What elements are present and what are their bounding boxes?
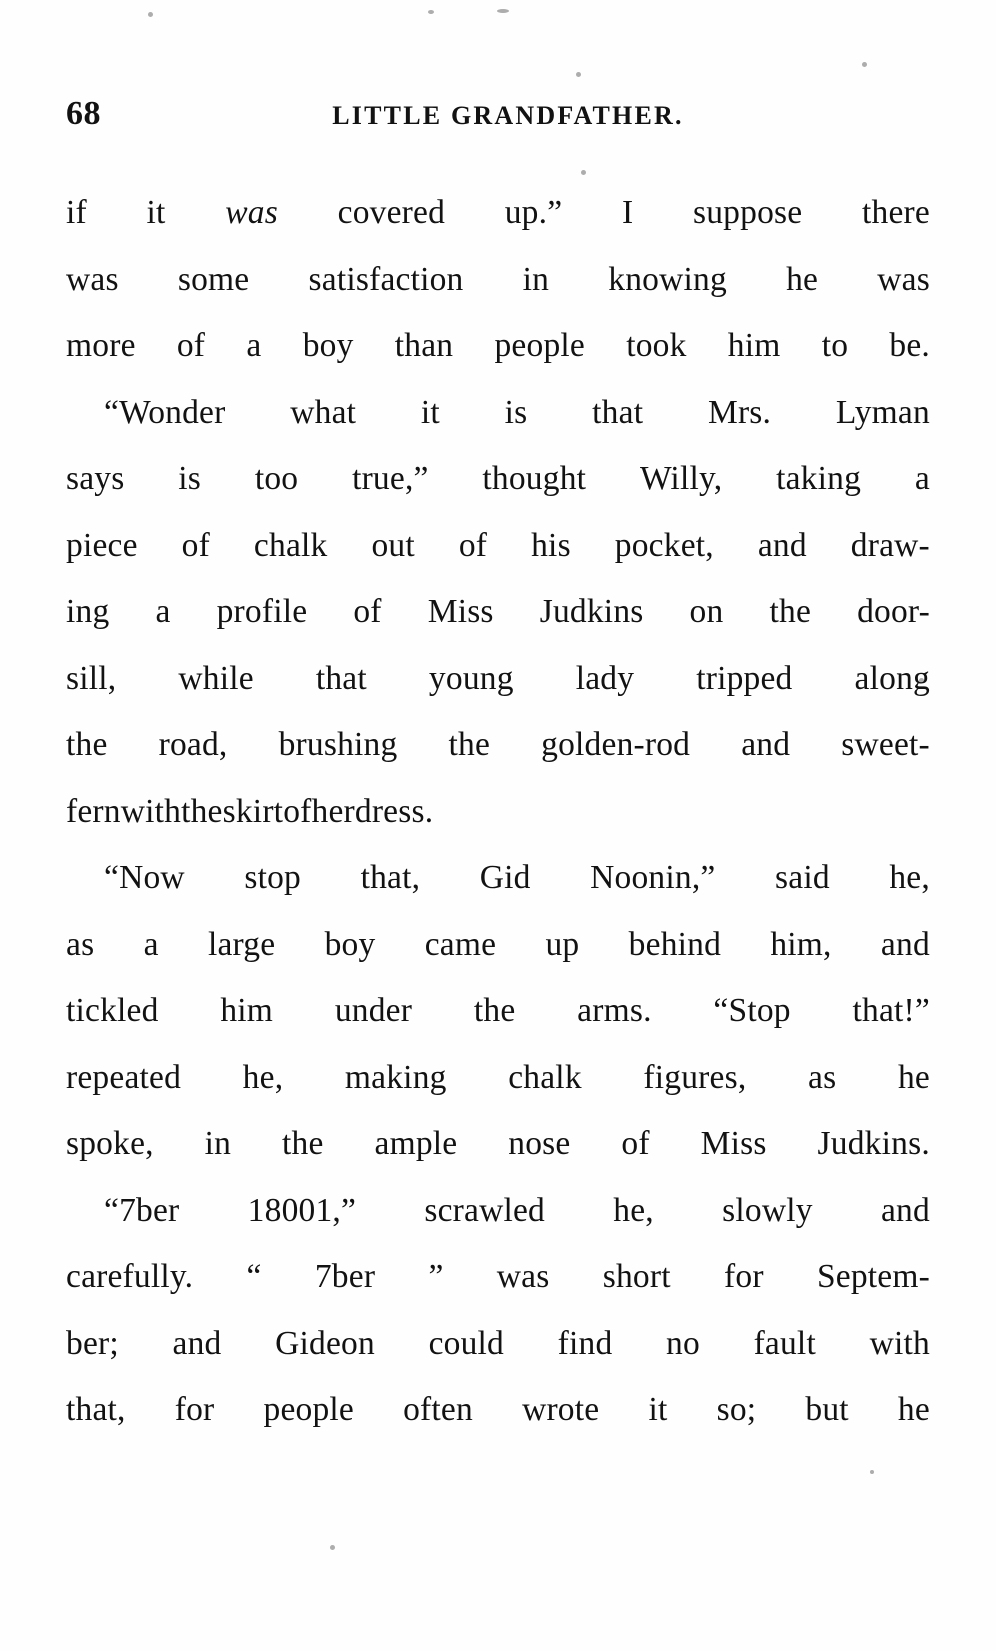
text-word: under (334, 992, 413, 1029)
text-word: but (805, 1391, 849, 1428)
text-word: of (353, 593, 382, 630)
text-word: chalk (508, 1058, 582, 1096)
text-word: took (626, 327, 687, 364)
text-word: thought (482, 460, 587, 497)
text-word: him, (770, 925, 832, 963)
text-word: lady (575, 659, 635, 697)
text-word: Judkins. (817, 1125, 930, 1162)
text-word: “Stop (713, 992, 791, 1029)
text-word: it (420, 393, 440, 431)
text-word: the (66, 726, 108, 763)
text-word: making (344, 1058, 447, 1096)
text-word: a (246, 327, 262, 364)
text-word: was (877, 260, 930, 298)
text-word: that (315, 659, 367, 697)
text-word: slowly (722, 1191, 813, 1229)
text-word: carefully. (66, 1258, 194, 1295)
text-line (66, 1111, 930, 1178)
text-word: Willy, (639, 460, 723, 497)
text-word: “7ber (104, 1191, 180, 1229)
text-word: taking (776, 460, 862, 497)
text-word: up.” (504, 194, 563, 231)
text-word: road, (158, 726, 228, 763)
text-line (66, 579, 930, 646)
text-word: with (869, 1324, 930, 1362)
text-word: his (531, 526, 571, 564)
text-word: be. (889, 327, 930, 364)
text-word: was (496, 1258, 550, 1295)
text-word: often (403, 1391, 473, 1428)
text-word: of (176, 327, 206, 364)
text-word: Gideon (275, 1324, 375, 1362)
text-word: while (178, 659, 254, 697)
text-word: too (254, 460, 299, 497)
text-word: no (666, 1324, 700, 1362)
text-word: wrote (522, 1391, 600, 1428)
text-word: the (282, 1125, 324, 1162)
text-word: says (66, 460, 125, 497)
text-word: up (545, 925, 580, 963)
text-word: that!” (852, 992, 930, 1029)
scan-speck (576, 72, 581, 77)
text-word: came (424, 925, 497, 963)
text-word: Gid (479, 859, 531, 896)
scan-speck (330, 1545, 335, 1550)
text-word: the (181, 792, 223, 830)
text-word: ” (428, 1258, 444, 1295)
text-word: was (225, 194, 278, 231)
page-body (66, 180, 930, 1444)
text-word: more (66, 327, 136, 364)
text-word: in (204, 1125, 232, 1162)
text-word: young (428, 659, 514, 697)
text-word: true,” (352, 460, 429, 497)
text-line (66, 712, 930, 779)
text-word: fern (66, 792, 121, 830)
text-word: he (897, 1058, 930, 1096)
text-line (66, 845, 930, 912)
text-word: boy (302, 327, 354, 364)
page-number: 68 (66, 95, 101, 132)
text-word: to (821, 327, 849, 364)
text-word: sill, (66, 659, 117, 697)
text-word: if (66, 194, 87, 231)
text-word: skirt (222, 792, 284, 830)
text-word: as (808, 1058, 837, 1096)
text-line (66, 1045, 930, 1112)
text-word: what (290, 393, 357, 431)
text-word: people (263, 1391, 354, 1428)
text-word: find (557, 1324, 613, 1362)
text-word: him (727, 327, 781, 364)
text-word: short (602, 1258, 671, 1295)
text-word: he, (242, 1058, 284, 1096)
text-word: arms. (577, 992, 652, 1029)
text-word: tripped (696, 659, 793, 697)
text-word: so; (716, 1391, 757, 1428)
text-word: of (458, 526, 488, 564)
text-word: brushing (278, 726, 398, 763)
text-word: along (854, 659, 930, 697)
text-word: I (621, 194, 634, 231)
text-line (66, 1244, 930, 1311)
text-word: he (897, 1391, 930, 1428)
text-word: of (621, 1125, 650, 1162)
text-word: people (494, 327, 585, 364)
text-word: figures, (643, 1058, 747, 1096)
text-word: him (220, 992, 274, 1029)
text-word: knowing (608, 260, 727, 298)
text-word: golden-rod (541, 726, 691, 763)
text-line (66, 978, 930, 1045)
text-word: is (504, 393, 528, 431)
text-word: stop (244, 859, 302, 896)
text-word: was (66, 260, 119, 298)
text-word: some (177, 260, 250, 298)
text-word: ing (66, 593, 110, 630)
text-word: draw- (850, 526, 930, 564)
text-word: on (689, 593, 724, 630)
text-line (66, 779, 930, 846)
text-word: Judkins (539, 593, 644, 630)
text-word: that, (66, 1391, 126, 1428)
text-word: covered (337, 194, 446, 231)
text-word: and (880, 1191, 930, 1229)
text-word: nose (508, 1125, 571, 1162)
text-word: repeated (66, 1058, 182, 1096)
text-word: “Wonder (104, 393, 226, 431)
text-line (66, 1377, 930, 1444)
text-word: large (207, 925, 276, 963)
text-word: Septem- (816, 1258, 930, 1295)
text-word: and (880, 925, 930, 963)
scan-speck (497, 9, 509, 13)
text-line (66, 513, 930, 580)
text-word: that (592, 393, 644, 431)
running-head: LITTLE GRANDFATHER. (332, 101, 684, 130)
text-word: it (648, 1391, 668, 1428)
text-word: it (146, 194, 166, 231)
text-word: scrawled (424, 1191, 545, 1229)
text-word: tickled (66, 992, 159, 1029)
text-word: dress. (354, 792, 434, 830)
text-word: for (174, 1391, 215, 1428)
text-line (66, 912, 930, 979)
text-line (66, 380, 930, 447)
text-line (66, 646, 930, 713)
text-word: pocket, (614, 526, 714, 564)
text-word: 18001,” (247, 1191, 357, 1229)
scan-speck (581, 170, 586, 175)
text-word: 7ber (314, 1258, 376, 1295)
text-word: fault (753, 1324, 816, 1362)
text-line (66, 1311, 930, 1378)
text-word: boy (324, 925, 376, 963)
text-word: as (66, 925, 95, 963)
text-word: ber; (66, 1324, 119, 1362)
text-word: a (143, 925, 159, 963)
text-word: he (786, 260, 819, 298)
text-word: for (724, 1258, 764, 1295)
text-word: there (862, 194, 930, 231)
text-word: a (914, 460, 930, 497)
page-header (66, 92, 930, 140)
text-word: sweet- (841, 726, 930, 763)
text-word: that, (360, 859, 421, 896)
text-word: the (769, 593, 812, 630)
text-word: he, (613, 1191, 654, 1229)
text-word: profile (216, 593, 308, 630)
text-word: “ (246, 1258, 262, 1295)
text-word: Lyman (835, 393, 930, 431)
text-line (66, 1178, 930, 1245)
text-word: and (172, 1324, 222, 1362)
text-word: Mrs. (707, 393, 772, 431)
text-word: he, (889, 859, 930, 896)
scan-speck (870, 1470, 874, 1474)
text-word: than (394, 327, 454, 364)
text-line (66, 180, 930, 247)
text-word: spoke, (66, 1125, 154, 1162)
text-word: Miss (427, 593, 494, 630)
text-word: “Now (104, 859, 185, 896)
scan-speck (148, 12, 153, 17)
text-word: of (181, 526, 210, 564)
text-word: piece (66, 526, 138, 564)
text-word: and (741, 726, 791, 763)
text-word: Miss (700, 1125, 767, 1162)
text-word: her (311, 792, 355, 830)
text-line (66, 247, 930, 314)
scan-speck (428, 10, 434, 14)
text-word: ample (374, 1125, 458, 1162)
text-word: in (522, 260, 550, 298)
scan-speck (862, 62, 867, 67)
text-word: is (178, 460, 202, 497)
text-word: of (283, 792, 312, 830)
text-word: suppose (692, 194, 803, 231)
text-word: chalk (253, 526, 328, 564)
text-word: the (448, 726, 491, 763)
text-word: a (155, 593, 171, 630)
text-line (66, 446, 930, 513)
text-word: door- (857, 593, 930, 630)
text-word: with (120, 792, 182, 830)
text-word: could (428, 1324, 505, 1362)
text-word: satisfaction (308, 260, 464, 298)
text-word: behind (628, 925, 722, 963)
text-word: Noonin,” (590, 859, 716, 896)
text-word: and (757, 526, 807, 564)
text-word: out (371, 526, 415, 564)
text-word: said (775, 859, 830, 896)
text-word: the (473, 992, 516, 1029)
text-line (66, 313, 930, 380)
